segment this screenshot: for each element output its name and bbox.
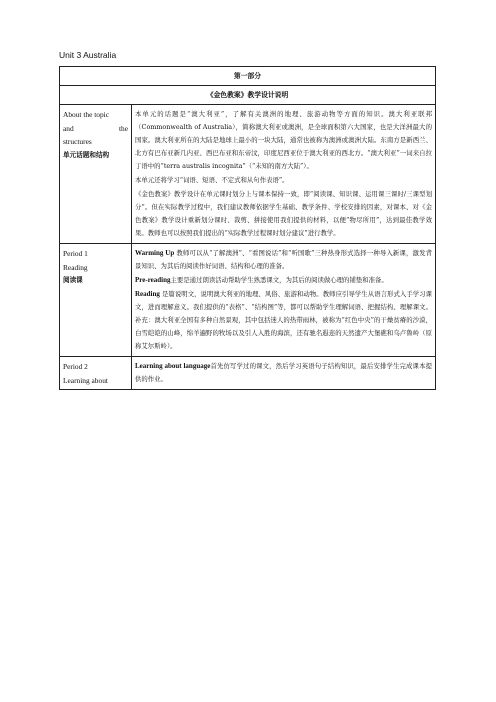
table-row xyxy=(60,105,436,244)
design-table xyxy=(59,66,436,390)
label-cn: 单元话题和结构 xyxy=(63,150,110,159)
lead-term: Learning about language xyxy=(135,362,211,370)
label-en: Period 2 xyxy=(63,362,88,371)
paragraph: 本单元还将学习“词语、短语、不定式和从句作表语”。 xyxy=(135,176,289,184)
row-content xyxy=(132,244,436,357)
paragraph: 《金色教案》教学设计在单元课时划分上与课本保持一致，即“阅读课、知识课、运用课三课时/三课型划分”。但在实际教学过程中，我们建议教师依据学生基础、教学条件、学校安排的因素，对课本、对《金色教案》教学设计重新划分课时、裁剪、拼接使用我们提供的材料，以便“物尽所用”，达到最佳教学效果。教师也可以按照我们提出的“实际教学过程课时划分建议”进行教学。 xyxy=(135,190,432,237)
part-title: 第一部分 xyxy=(60,67,436,86)
lead-term: Warming Up xyxy=(135,249,175,257)
paragraph xyxy=(135,247,432,273)
lead-text: 是篇说明文，说明澳大利亚的地理、风俗、旅游和动物。教师应引导学生从语言形式入手学习课文，进而理解意义。我们提供的“表格”、“结构图”等，都可以帮助学生理解词语、把握结构、理解课文。补充：澳大利亚全国有多种自然景观，其中包括迷人的热带雨林，被称为“红色中央”的干燥贫瘠的沙漠，白雪皑皑的山峰，绵羊遍野的牧场以及引人入胜的海滨，还有驰名遐迩的天然遗产大堡礁和乌卢鲁岭（原称艾尔斯岭）。 xyxy=(135,290,432,350)
label-en-and: and xyxy=(63,123,74,133)
table-row xyxy=(60,357,436,390)
row-label xyxy=(60,244,132,357)
table-row xyxy=(60,244,436,357)
lead-term: Reading xyxy=(135,290,160,298)
label-en-the: the xyxy=(118,123,128,133)
lead-term: Pre-reading xyxy=(135,276,171,284)
label-en: Learning about xyxy=(63,375,108,385)
lead-text: 首先仿写学过的课文，然后学习英语句子结构知识，最后安排学生完成课本提供的作业。 xyxy=(135,362,432,383)
paragraph: 本单元的话题是“澳大利亚”，了解有关澳洲的地理、旅游动物等方面的知识。澳大利亚联邦（Commonwealth of Australia），简称澳大利亚或澳洲，是全球面积第六大国家，也是大洋洲最大的国家。澳大利亚所在的大陆是地球上最小的一块大陆，通常也被称为澳洲或澳洲大陆。东南方是新西兰、北方有巴布亚新几内亚、西巴布亚和东帝汶，印度尼西亚位于澳大利亚的西北方。“澳大利亚”一词来自拉丁语中的“terra australis incognita”（“未知的南方大陆”）。 xyxy=(135,110,432,170)
lead-text: 教师可以从“了解澳洲”、“看图说话”和“听国歌”三种热身形式选择一种导入新课，激发背景知识、为其后的阅读作好词语、结构和心理的准备。 xyxy=(135,249,432,270)
design-title: 《金色教案》教学设计说明 xyxy=(60,86,436,105)
label-en: Reading xyxy=(63,262,88,272)
paragraph xyxy=(135,360,432,386)
row-content xyxy=(132,105,436,244)
paragraph xyxy=(135,274,432,287)
lead-text: 主要是通过朗读活动帮助学生熟悉课文，为其后的阅读做心理的铺垫和准备。 xyxy=(170,276,388,284)
label-en: Period 1 xyxy=(63,249,88,258)
paragraph xyxy=(135,288,432,353)
label-en: structures xyxy=(63,137,92,146)
row-label xyxy=(60,357,132,390)
label-en-line xyxy=(63,122,128,136)
unit-title: Unit 3 Australia xyxy=(59,50,117,60)
row-label xyxy=(60,105,132,244)
row-content xyxy=(132,357,436,390)
label-en: About the topic xyxy=(63,110,109,119)
label-cn: 阅读课 xyxy=(63,276,83,284)
